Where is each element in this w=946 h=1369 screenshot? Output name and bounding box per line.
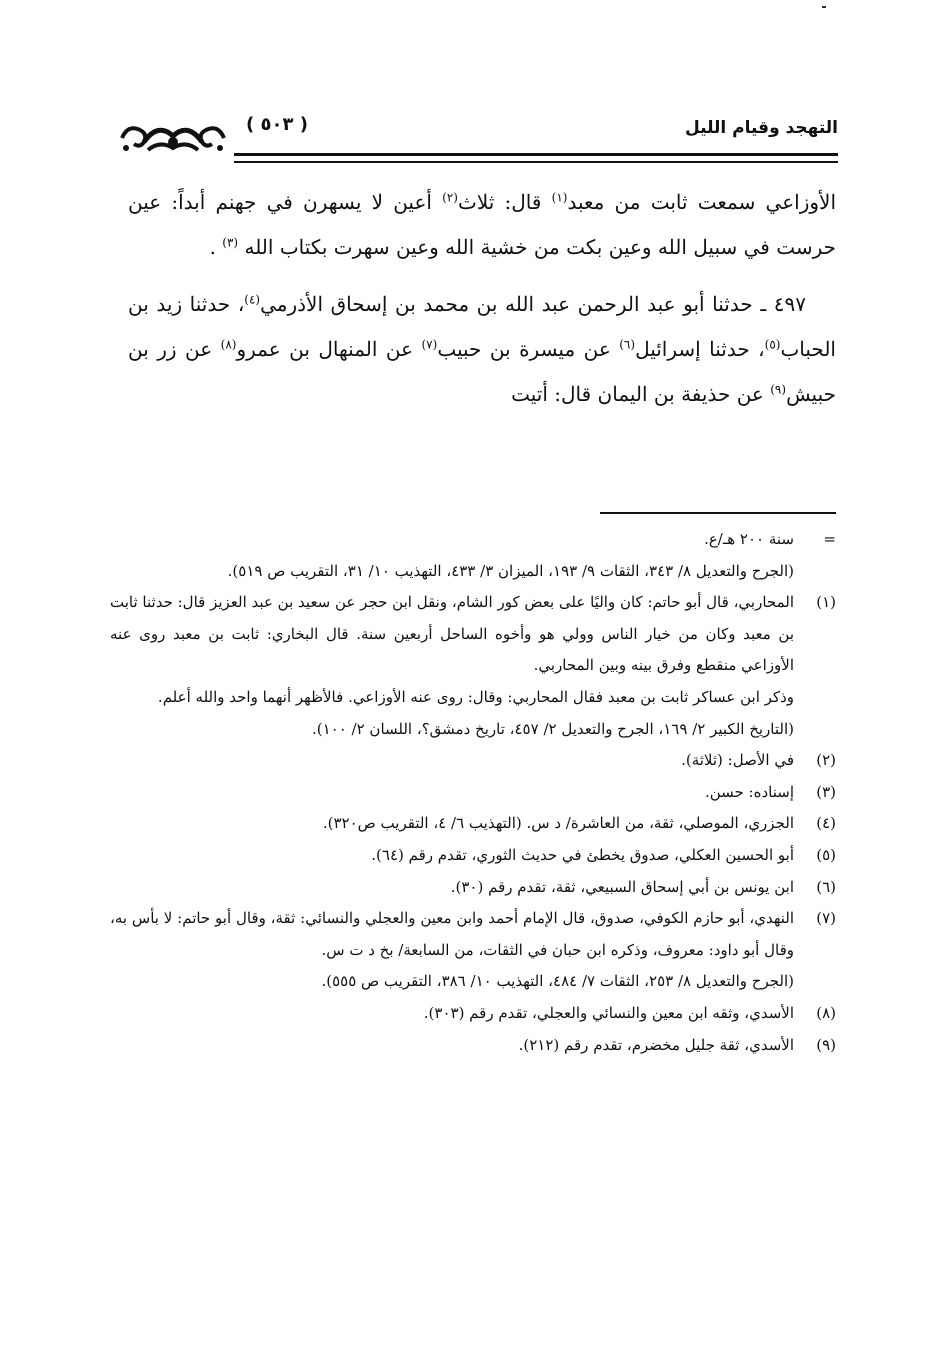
footnote-mark: =: [823, 530, 836, 548]
decorative-ornament-icon: [118, 116, 228, 160]
footnote-line: (الجرح والتعديل ٨/ ٢٥٣، الثقات ٧/ ٤٨٤، التهذيب ١٠/ ٣٨٦، التقريب ص ٥٥٥).: [321, 972, 794, 991]
header-rule-thick: [234, 153, 838, 156]
footnote-ref: (١): [551, 190, 568, 205]
footnote-ref: (٢): [442, 190, 458, 205]
footnote-mark: (٨): [816, 1003, 836, 1022]
footnote-line: (التاريخ الكبير ٢/ ١٦٩، الجرح والتعديل ٢/ ٤٥٧، تاريخ دمشق؟، اللسان ٢/ ١٠٠).: [311, 719, 794, 738]
footnote-2: [110, 745, 836, 777]
footnote-line: النهدي، أبو حازم الكوفي، صدوق، قال الإمام أحمد وابن معين والعجلي والنسائي: ثقة، وقال أبو حاتم: لا بأس به، وقال أبو داود: معروف، وذكره ابن حبان في الثقات، من السابعة/ بخ د ت س.: [110, 909, 794, 959]
footnote-mark: (١): [816, 593, 836, 612]
footnote-mark: (٤): [816, 814, 836, 833]
footnote-4: [110, 808, 836, 840]
footnotes: [110, 524, 836, 1061]
footnote-mark: (٣): [816, 782, 836, 801]
footnote-ref: (٦): [619, 337, 636, 352]
page-header: [118, 108, 838, 168]
footnote-mark: (٢): [816, 751, 836, 770]
footnote-ref: (٧): [421, 337, 438, 352]
footnote-3: [110, 777, 836, 809]
footnote-ref: (٤): [244, 292, 261, 307]
paragraph-1: [128, 180, 836, 270]
footnote-mark: (٩): [816, 1035, 836, 1054]
speck: [822, 6, 826, 8]
text-run: عن المنهال بن عمرو: [236, 337, 422, 361]
text-run: عن حذيفة بن اليمان قال: أتيت: [511, 382, 771, 406]
main-text: [128, 180, 836, 417]
footnote-line: (الجرح والتعديل ٨/ ٣٤٣، الثقات ٩/ ١٩٣، الميزان ٣/ ٤٣٣، التهذيب ١٠/ ٣١، التقريب ص ٥١٩).: [227, 561, 794, 580]
footnote-mark: (٥): [816, 845, 836, 864]
footnote-line: الجزري، الموصلي، ثقة، من العاشرة/ د س. (التهذيب ٦/ ٤، التقريب ص٣٢٠).: [322, 814, 794, 833]
footnote-line: الأسدي، وثقه ابن معين والنسائي والعجلي، تقدم رقم (٣٠٣).: [423, 1003, 794, 1022]
text-run: الأوزاعي سمعت ثابت من معبد: [567, 190, 836, 214]
footnote-mark: (٦): [816, 877, 836, 896]
text-run: عن زر بن حبيش: [128, 337, 836, 406]
footnote-1: [110, 587, 836, 745]
text-run: ٤٩٧ ـ حدثنا أبو عبد الرحمن عبد الله بن محمد بن إسحاق الأذرمي: [260, 292, 806, 316]
text-run: عن ميسرة بن حبيب: [437, 337, 620, 361]
footnote-line: ابن يونس بن أبي إسحاق السبيعي، ثقة، تقدم رقم (٣٠).: [450, 877, 794, 896]
footnote-line: في الأصل: (ثلاثة).: [681, 751, 794, 770]
footnote-mark: (٧): [816, 909, 836, 928]
text-run: .: [209, 235, 223, 259]
footnote-line: إسناده: حسن.: [704, 782, 794, 801]
footnote-7: [110, 903, 836, 998]
footnote-5: [110, 840, 836, 872]
text-run: ، حدثنا زيد بن الحباب: [128, 292, 836, 361]
text-run: ، حدثنا إسرائيل: [635, 337, 765, 361]
paragraph-2: [128, 282, 836, 417]
footnote-ref: (٣): [222, 235, 239, 250]
footnote-line: أبو الحسين العكلي، صدوق يخطئ في حديث الثوري، تقدم رقم (٦٤).: [371, 845, 794, 864]
text-run: قال: ثلاث: [457, 190, 552, 214]
footnote-6: [110, 872, 836, 904]
footnote-ref: (٩): [770, 382, 787, 397]
footnote-continued: [110, 524, 836, 587]
footnote-line: المحاربي، قال أبو حاتم: كان واليًا على بعض كور الشام، ونقل ابن حجر عن سعيد بن عبد العزيز قال: حدثنا ثابت بن معبد وكان من خيار الناس وولي هو وأخوه الساحل أربعين سنة. قال البخاري: ثابت بن معبد روى عنه الأوزاعي منقطع وفرق بينه وبين المحاربي.: [110, 593, 794, 675]
page-number: ( ٥٠٣ ): [246, 114, 308, 135]
footnote-ref: (٥): [764, 337, 781, 352]
footnote-separator: [600, 512, 836, 514]
footnote-9: [110, 1030, 836, 1062]
text-run: أعين لا يسهرن في جهنم أبداً: عين حرست في سبيل الله وعين بكت من خشية الله وعين سهرت بكتاب الله: [128, 190, 836, 259]
footnote-line: الأسدي، ثقة جليل مخضرم، تقدم رقم (٢١٢).: [518, 1035, 794, 1054]
footnote-line: وذكر ابن عساكر ثابت بن معبد فقال المحاربي: وقال: روى عنه الأوزاعي. فالأظهر أنهما واحد والله أعلم.: [157, 687, 794, 706]
footnote-8: [110, 998, 836, 1030]
running-title: التهجد وقيام الليل: [684, 118, 838, 138]
footnote-line: سنة ٢٠٠ هـ/ع.: [704, 530, 794, 548]
header-rule-thin: [234, 161, 838, 163]
footnote-ref: (٨): [220, 337, 237, 352]
